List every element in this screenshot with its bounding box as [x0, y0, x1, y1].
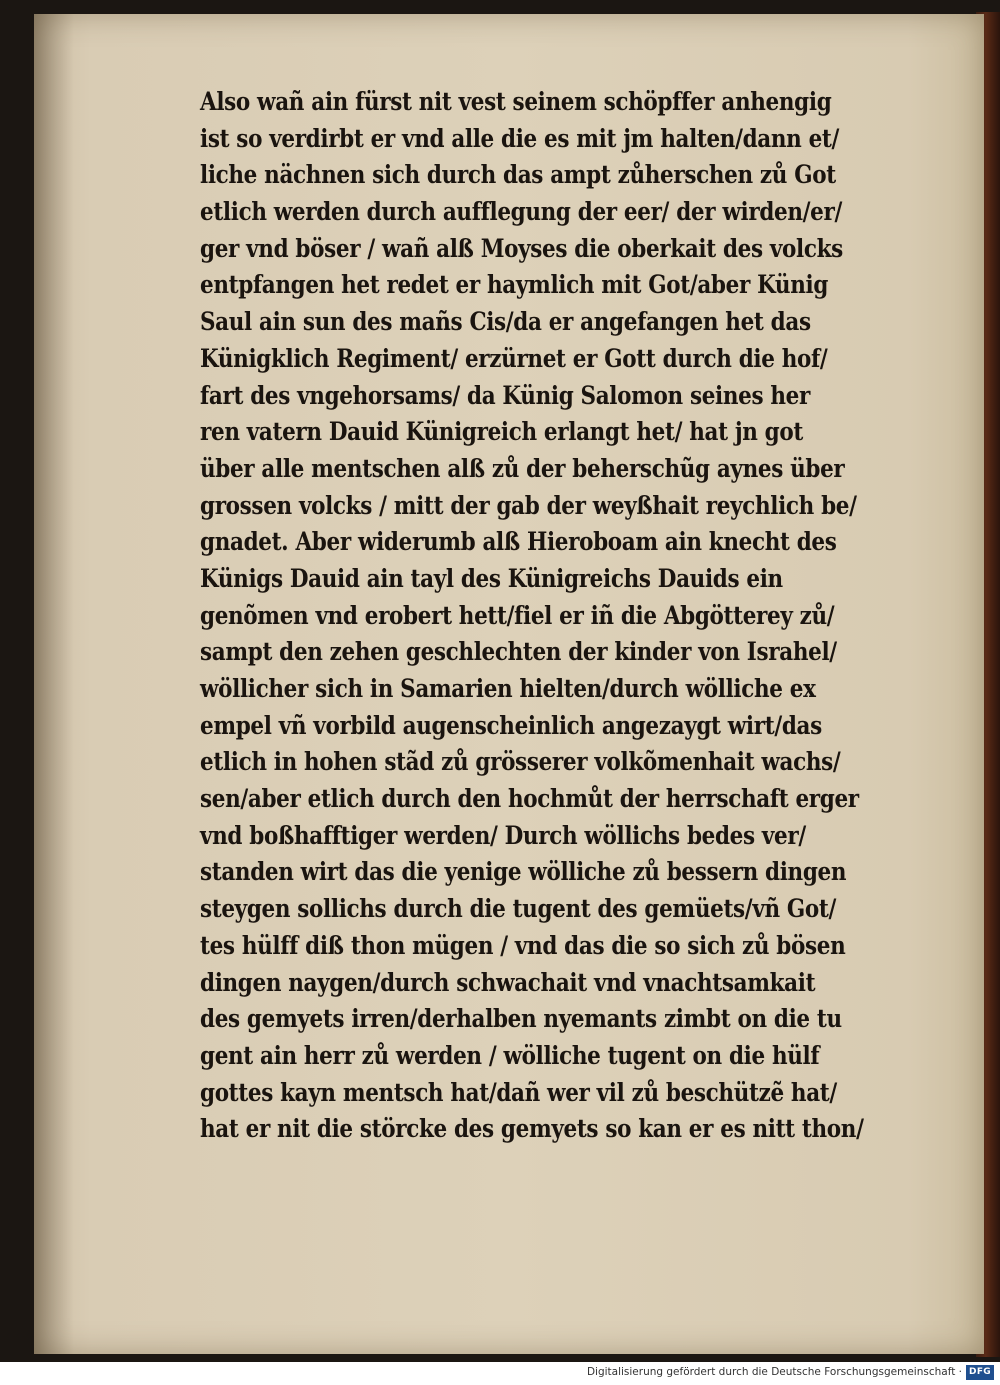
book-page [34, 14, 984, 1354]
text-line: etlich in hohen stãd zů grösserer volkõmenhait wachs/ [200, 747, 841, 777]
text-line: grossen volcks / mitt der gab der weyßhait reychlich be/ [200, 490, 857, 520]
text-line: sampt den zehen geschlechten der kinder von Israhel/ [200, 637, 837, 667]
text-line: des gemyets irren/derhalben nyemants zimbt on die tu [200, 1004, 842, 1034]
text-line: empel vñ vorbild augenscheinlich angezaygt wirt/das [200, 710, 822, 740]
page-text-block [200, 84, 920, 1148]
text-line: ren vatern Dauid Künigreich erlangt het/ hat jn got [200, 417, 803, 447]
text-line: Künigklich Regiment/ erzürnet er Gott durch die hof/ [200, 343, 828, 373]
text-line: wöllicher sich in Samarien hielten/durch wölliche ex [200, 674, 816, 703]
text-line: dingen naygen/durch schwachait vnd vnachtsamkait [200, 967, 816, 997]
text-line: ist so verdirbt er vnd alle die es mit jm halten/dann et/ [200, 123, 840, 153]
text-line: fart des vngehorsams/ da Künig Salomon seines her [200, 380, 811, 410]
text-line: genõmen vnd erobert hett/fiel er iñ die Abgötterey zů/ [200, 600, 835, 630]
text-line: tes hülff diß thon mügen / vnd das die so sich zů bösen [200, 930, 846, 960]
funding-credit: Digitalisierung gefördert durch die Deutsche Forschungsgemeinschaft · [586, 1366, 962, 1378]
text-line: Saul ain sun des mañs Cis/da er angefangen het das [200, 307, 811, 337]
text-line: Künigs Dauid ain tayl des Künigreichs Dauids ein [200, 563, 783, 593]
text-line: vnd boßhafftiger werden/ Durch wöllichs bedes ver/ [200, 820, 806, 850]
page-gutter-shadow [34, 14, 74, 1354]
text-line: steygen sollichs durch die tugent des gemüets/vñ Got/ [200, 894, 837, 924]
digitization-footer [0, 1362, 1000, 1385]
text-line: gnadet. Aber widerumb alß Hieroboam ain knecht des [200, 527, 837, 557]
text-line: entpfangen het redet er haymlich mit Got/aber Künig [200, 270, 829, 300]
text-line: etlich werden durch aufflegung der eer/ der wirden/er/ [200, 197, 842, 227]
text-line: sen/aber etlich durch den hochmůt der herrschaft erger [200, 784, 859, 814]
text-line: gottes kayn mentsch hat/dañ wer vil zů beschützẽ hat/ [200, 1077, 837, 1107]
text-line: ger vnd böser / wañ alß Moyses die oberkait des volcks [200, 233, 843, 263]
text-line: über alle mentschen alß zů der beherschũg aynes über [200, 453, 845, 483]
text-line: gent ain herr zů werden / wölliche tugent on die hülf [200, 1040, 820, 1070]
dfg-logo[interactable]: DFG [966, 1365, 994, 1380]
text-line: liche nächnen sich durch das ampt zůherschen zů Got [200, 160, 836, 190]
text-line: standen wirt das die yenige wölliche zů bessern dingen [200, 857, 847, 887]
text-line: hat er nit die störcke des gemyets so kan er es nitt thon/ [200, 1114, 864, 1144]
text-line: Also wañ ain fürst nit vest seinem schöpffer anhengig [200, 87, 832, 116]
